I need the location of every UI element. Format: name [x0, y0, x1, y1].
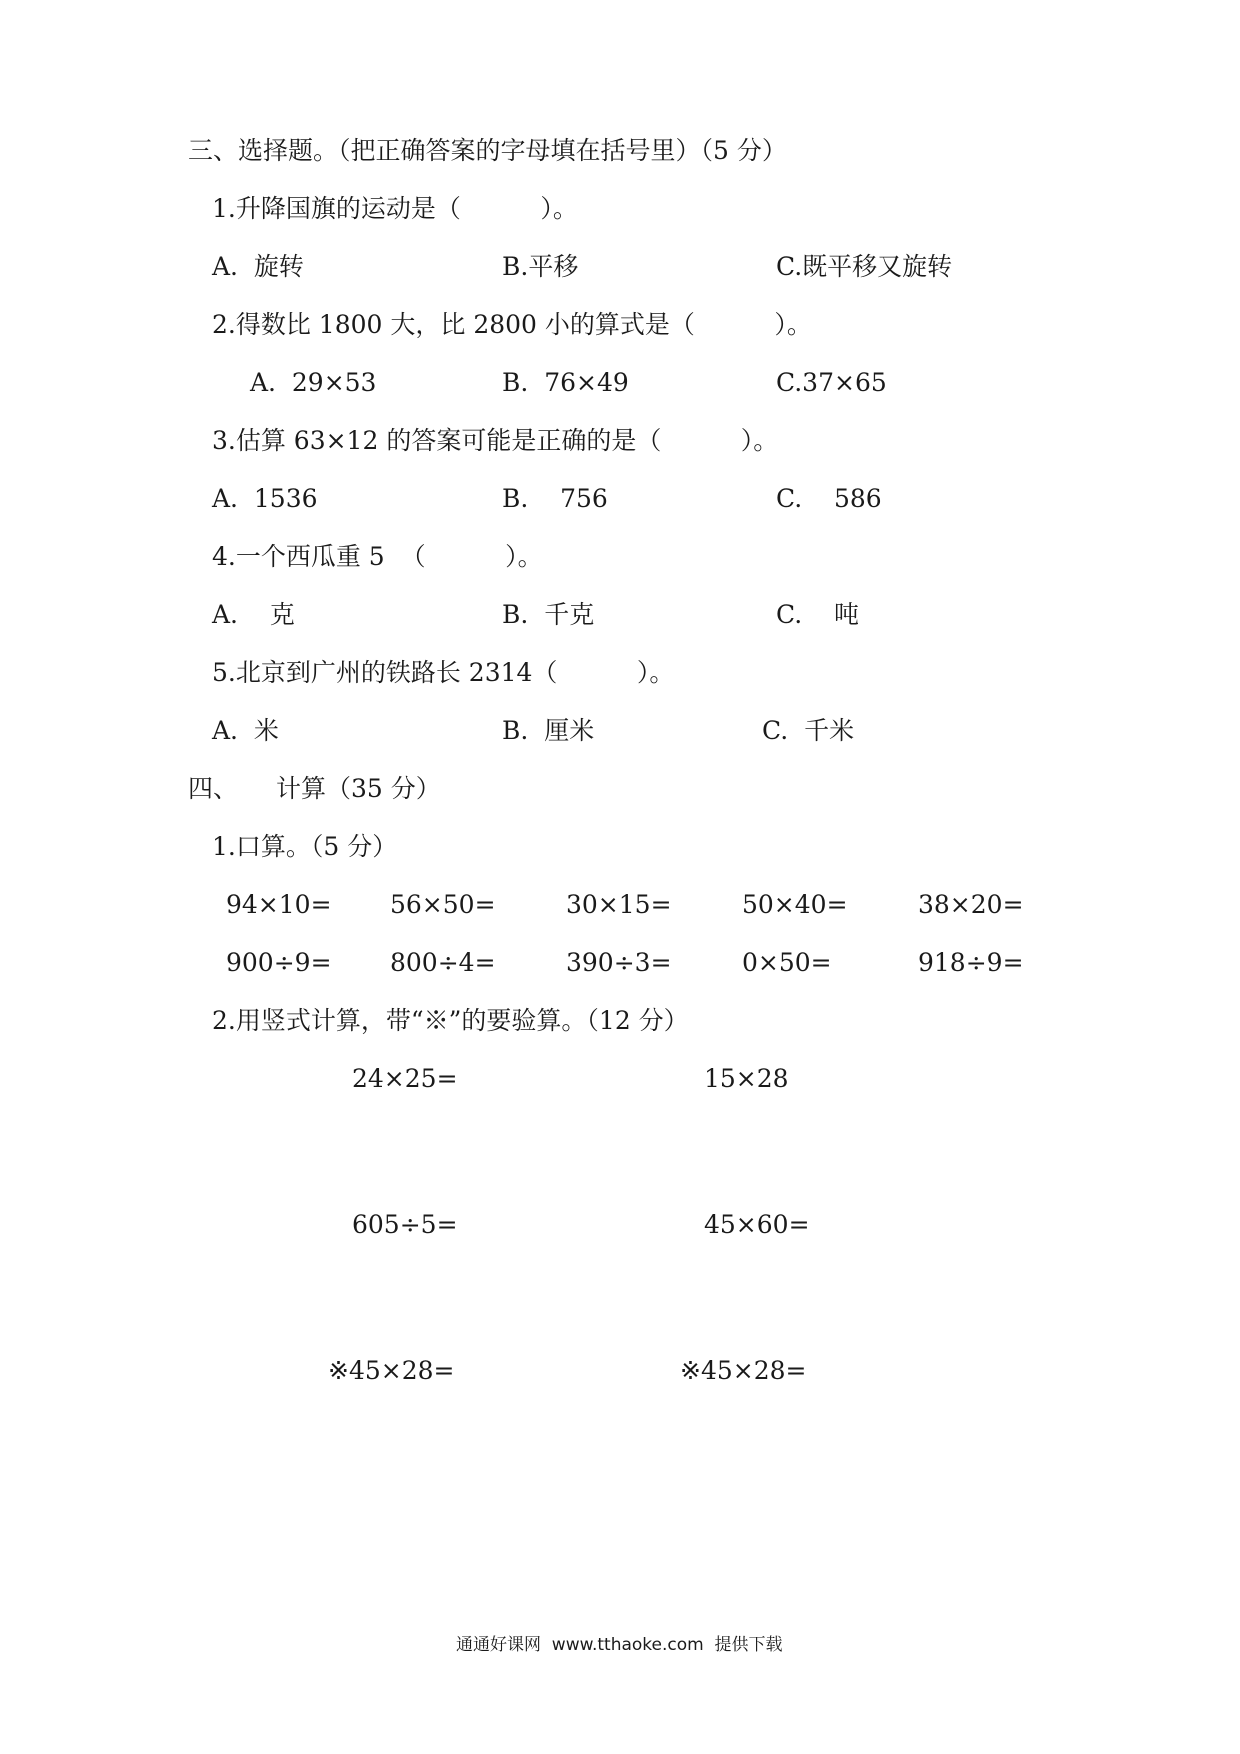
question-5-option-b: B. 厘米 [502, 716, 595, 745]
question-1-option-a: A. 旋转 [212, 252, 304, 281]
vertical-calc-item: 45×60= [704, 1210, 810, 1239]
vertical-calc-item: 24×25= [352, 1064, 458, 1093]
question-1-option-b: B.平移 [502, 252, 579, 281]
vertical-calc-item: 605÷5= [352, 1210, 458, 1239]
section-4-heading: 计算（35 分） [276, 774, 441, 803]
vertical-calc-item: 15×28 [704, 1064, 789, 1093]
question-4-option-a: A. 克 [212, 600, 295, 629]
question-4-stem: 4.一个西瓜重 5 （ ）。 [212, 542, 543, 571]
question-5-option-c: C. 千米 [762, 716, 855, 745]
question-2-option-a: A. 29×53 [250, 368, 377, 397]
oral-calc-item: 390÷3= [566, 948, 672, 977]
oral-calc-title: 1.口算。（5 分） [212, 832, 398, 861]
oral-calc-item: 0×50= [742, 948, 832, 977]
question-1-stem: 1.升降国旗的运动是（ ）。 [212, 194, 578, 223]
question-3-option-a: A. 1536 [212, 484, 318, 513]
oral-calc-item: 800÷4= [390, 948, 496, 977]
oral-calc-item: 900÷9= [226, 948, 332, 977]
question-5-option-a: A. 米 [212, 716, 279, 745]
question-3-option-b: B. 756 [502, 484, 608, 513]
vertical-calc-title: 2.用竖式计算，带“※”的要验算。（12 分） [212, 1006, 689, 1035]
question-1-option-c: C.既平移又旋转 [776, 252, 953, 281]
section-3-heading: 三、选择题。（把正确答案的字母填在括号里）（5 分） [188, 136, 787, 165]
question-2-stem: 2.得数比 1800 大，比 2800 小的算式是（ ）。 [212, 310, 812, 339]
question-2-option-b: B. 76×49 [502, 368, 629, 397]
question-2-option-c: C.37×65 [776, 368, 887, 397]
oral-calc-item: 38×20= [918, 890, 1024, 919]
oral-calc-item: 56×50= [390, 890, 496, 919]
question-5-stem: 5.北京到广州的铁路长 2314（ ）。 [212, 658, 675, 687]
oral-calc-item: 94×10= [226, 890, 332, 919]
oral-calc-item: 918÷9= [918, 948, 1024, 977]
vertical-calc-item: ※45×28= [328, 1356, 455, 1385]
question-3-option-c: C. 586 [776, 484, 882, 513]
oral-calc-item: 50×40= [742, 890, 848, 919]
oral-calc-item: 30×15= [566, 890, 672, 919]
section-4-number: 四、 [188, 774, 239, 803]
question-3-stem: 3.估算 63×12 的答案可能是正确的是（ ）。 [212, 426, 779, 455]
question-4-option-b: B. 千克 [502, 600, 595, 629]
footer-credit: 通通好课网 www.tthaoke.com 提供下载 [456, 1635, 783, 1655]
vertical-calc-item: ※45×28= [680, 1356, 807, 1385]
question-4-option-c: C. 吨 [776, 600, 859, 629]
